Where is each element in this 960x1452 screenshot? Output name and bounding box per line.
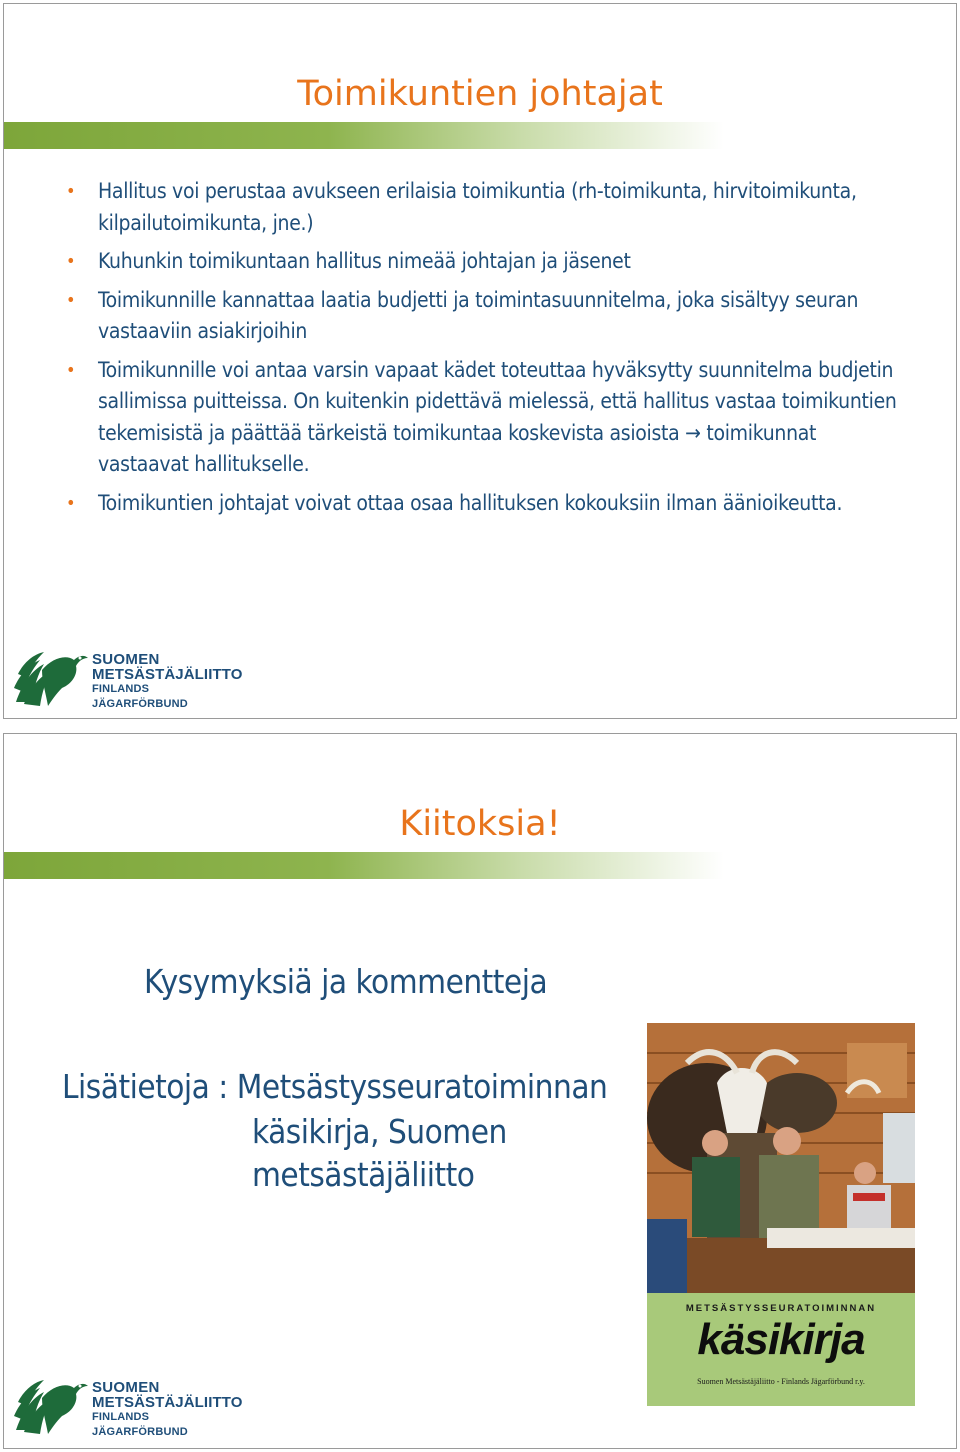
slide-kiitoksia (3, 733, 957, 1449)
capercaillie-bird-icon (12, 1372, 90, 1438)
bullet-dot-icon: • (66, 359, 76, 381)
slide-title: Toimikuntien johtajat (297, 74, 663, 114)
logo-text: SUOMEN METSÄSTÄJÄLIITTO FINLANDS JÄGARFÖRBUND (92, 651, 243, 710)
book-subtitle: METSÄSTYSSEURATOIMINNAN (685, 1303, 877, 1314)
hunting-lodge-photo (647, 1023, 915, 1293)
bullet-dot-icon: • (66, 251, 76, 272)
bullet-item: • Hallitus voi perustaa avukseen erilaisia toimikuntia (rh-toimikunta, hirvitoimikunta, kilpailutoimikunta, jne.) (62, 176, 912, 239)
book-cover-panel (647, 1293, 915, 1406)
questions-text: Kysymyksiä ja kommentteja (144, 962, 548, 1001)
slide-toimikuntien-johtajat (3, 3, 957, 719)
bullet-dot-icon: • (66, 492, 76, 514)
bullet-dot-icon: • (66, 289, 76, 311)
info-text-line: Lisätietoja : Metsästysseuratoiminnan (62, 1067, 608, 1106)
bullet-item: • Toimikunnille voi antaa varsin vapaat kädet toteuttaa hyväksytty suunnitelma budjetin sallimissa puitteissa. On kuitenkin pidettävä mielessä, että hallitus vastaa toimikuntien tekemisistä ja päättää tärkeistä toimikuntaa koskevista asioista → toimikunnat vastaavat hallitukselle. (62, 355, 912, 481)
logo-text: SUOMEN METSÄSTÄJÄLIITTO FINLANDS JÄGARFÖRBUND (92, 1379, 243, 1438)
book-publisher: Suomen Metsästäjäliitto - Finlands Jägarförbund r.y. (697, 1377, 865, 1386)
title-underline-bar (4, 122, 724, 149)
bullet-item: • Toimikunnille kannattaa laatia budjetti ja toimintasuunnitelma, joka sisältyy seuran vastaaviin asiakirjoihin (62, 285, 912, 348)
bullet-item: • Kuhunkin toimikuntaan hallitus nimeää johtajan ja jäsenet (62, 246, 912, 278)
title-underline-bar (4, 852, 724, 879)
bullet-item: • Toimikuntien johtajat voivat ottaa osaa hallituksen kokouksiin ilman äänioikeutta. (62, 488, 912, 520)
slide-title: Kiitoksia! (399, 804, 561, 844)
handbook-cover-image (647, 1023, 915, 1406)
organization-logo (12, 1372, 242, 1440)
capercaillie-bird-icon (12, 644, 90, 710)
bullet-dot-icon: • (66, 181, 76, 202)
info-text-line: käsikirja, Suomen (252, 1112, 507, 1151)
organization-logo (12, 644, 242, 712)
bullet-list (62, 176, 912, 526)
book-title: käsikirja (697, 1315, 865, 1364)
info-text-line: metsästäjäliitto (252, 1155, 475, 1194)
